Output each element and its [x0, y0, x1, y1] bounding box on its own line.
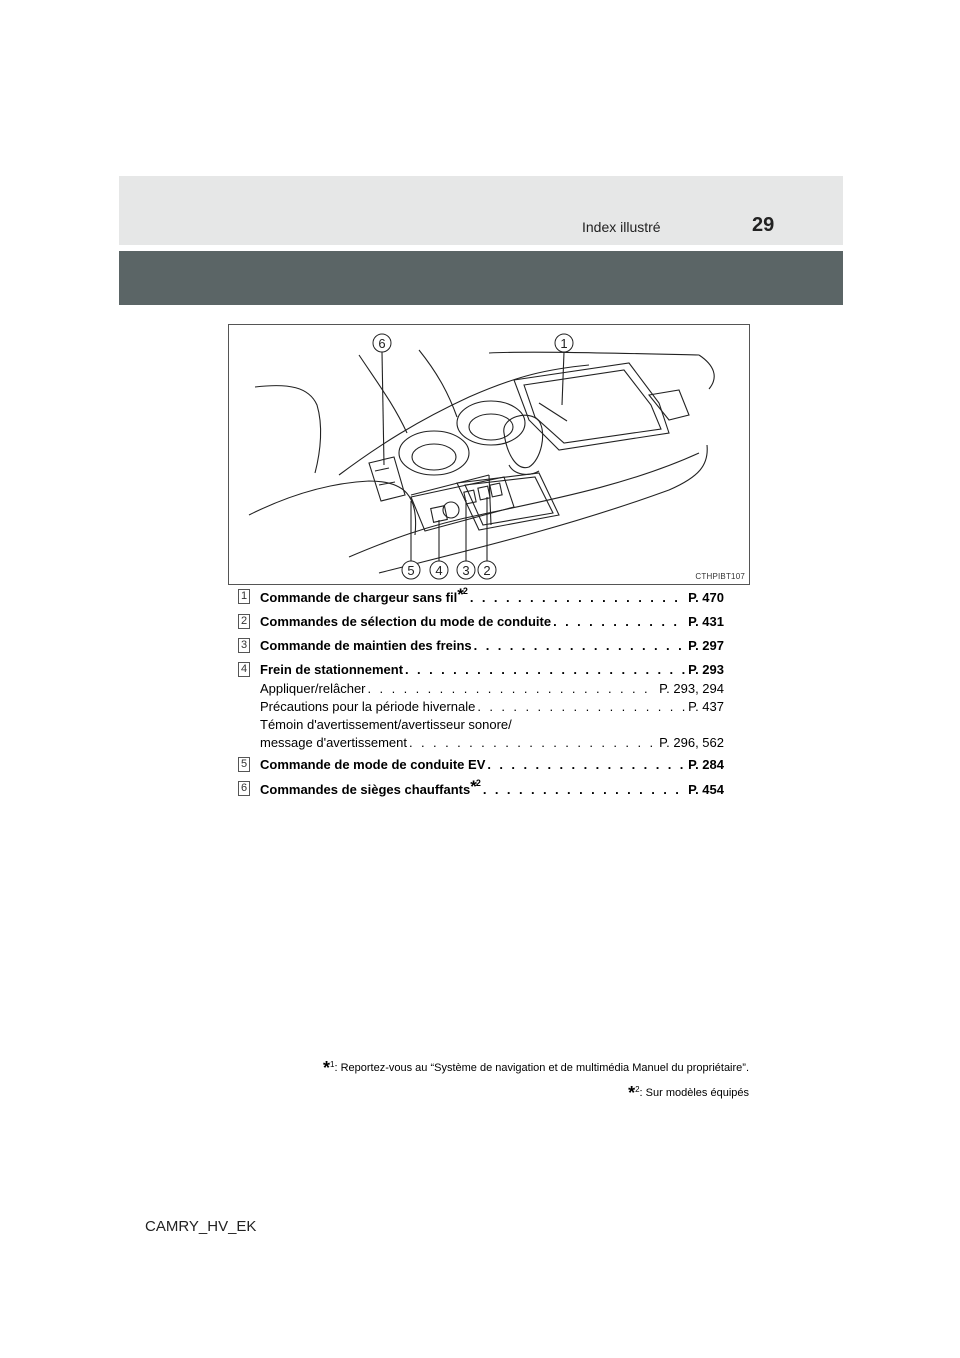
note-star: *: [457, 585, 464, 604]
footnote-star: *: [628, 1083, 636, 1103]
item-title: Commande de chargeur sans fil: [260, 590, 458, 605]
console-drawing: [229, 325, 750, 585]
dot-leader: [470, 589, 686, 607]
item-row: [260, 613, 724, 631]
console-illustration: [228, 324, 750, 585]
figure-code: CTHPIBT107: [695, 572, 745, 581]
item-row: [260, 756, 724, 774]
callout-label: 6: [378, 336, 386, 351]
footnote-text: : Reportez-vous au “Système de navigation et de multimédia Manuel du propriétaire”.: [334, 1062, 749, 1074]
page-ref[interactable]: P. 296, 562: [659, 735, 724, 750]
item-title: Commandes de sièges chauffants: [260, 782, 471, 797]
item-number: 3: [238, 638, 250, 653]
page-ref[interactable]: P. 284: [688, 757, 724, 772]
dot-leader: [474, 637, 686, 655]
section-title: Index illustré: [582, 219, 661, 235]
callout-label: 5: [407, 563, 415, 578]
item-number: 4: [238, 662, 250, 677]
footnote: [628, 1080, 749, 1101]
footnote-number: 1: [330, 1060, 335, 1069]
item-number: 6: [238, 781, 250, 796]
sub-title-line: Témoin d'avertissement/avertisseur sonore/: [260, 717, 512, 732]
item-number: 2: [238, 614, 250, 629]
item-row: [260, 637, 724, 655]
dot-leader: [368, 680, 658, 698]
callout-label: 4: [435, 563, 443, 578]
page-number: 29: [752, 214, 775, 236]
model-code: CAMRY_HV_EK: [145, 1218, 257, 1235]
item-title: Commande de maintien des freins: [260, 638, 472, 653]
sub-row: [260, 734, 724, 752]
callout-label: 3: [462, 563, 470, 578]
dot-leader: [477, 698, 686, 716]
dot-leader: [483, 781, 686, 799]
dot-leader: [405, 661, 686, 679]
note-number: 2: [475, 778, 481, 788]
item-title: Commandes de sélection du mode de conduite: [260, 614, 552, 629]
sub-title: Appliquer/relâcher: [260, 681, 366, 696]
item-number: 1: [238, 589, 250, 604]
sub-row: [260, 680, 724, 698]
footnote-star: *: [322, 1058, 330, 1078]
page-ref[interactable]: P. 293: [688, 662, 724, 677]
sub-title: Précautions pour la période hivernale: [260, 699, 476, 714]
footnote: [323, 1055, 749, 1076]
item-row: [260, 777, 724, 800]
note-number: 2: [462, 586, 468, 596]
item-title: Frein de stationnement: [260, 662, 404, 677]
note-star: *: [470, 777, 477, 796]
header-band: [119, 176, 843, 245]
dot-leader: [409, 734, 657, 752]
item-number: 5: [238, 757, 250, 772]
page-ref[interactable]: P. 293, 294: [659, 681, 724, 696]
page-ref[interactable]: P. 454: [688, 782, 724, 797]
callout-label: 2: [483, 563, 491, 578]
callout-label: 1: [560, 336, 568, 351]
page-ref[interactable]: P. 470: [688, 590, 724, 605]
page-ref[interactable]: P. 297: [688, 638, 724, 653]
item-row: [260, 661, 724, 679]
dot-leader: [487, 756, 686, 774]
page-ref[interactable]: P. 437: [688, 699, 724, 714]
footnote-number: 2: [635, 1085, 640, 1094]
section-band: [119, 251, 843, 305]
sub-row: [260, 698, 724, 716]
page-ref[interactable]: P. 431: [688, 614, 724, 629]
dot-leader: [553, 613, 686, 631]
item-row: [260, 585, 724, 608]
item-title: Commande de mode de conduite EV: [260, 757, 486, 772]
sub-title: message d'avertissement: [260, 735, 407, 750]
footnote-text: : Sur modèles équipés: [639, 1087, 749, 1099]
